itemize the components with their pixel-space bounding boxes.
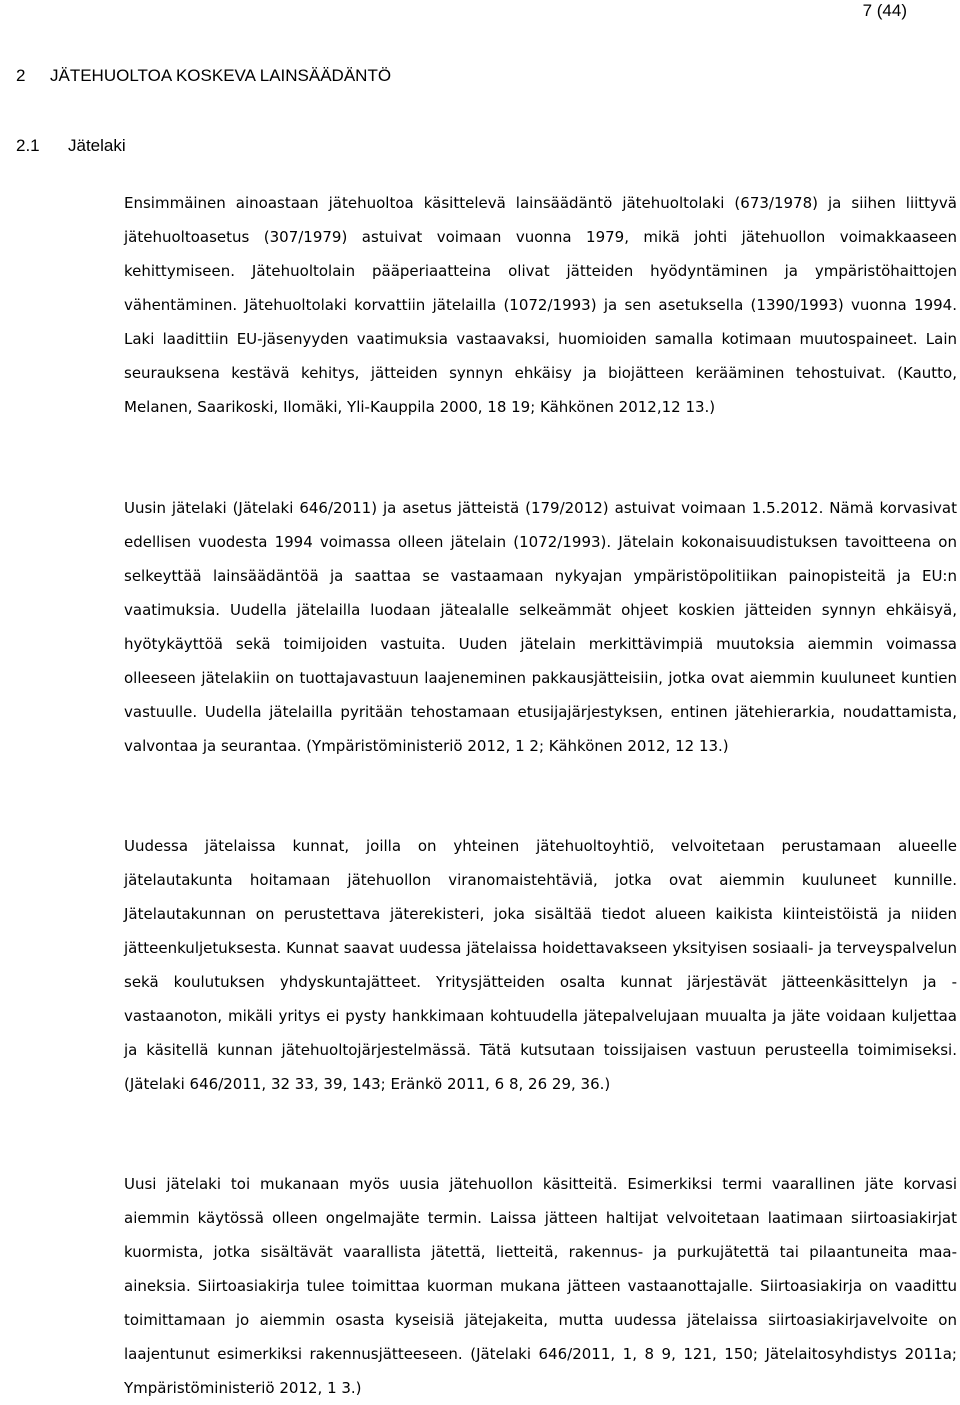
section-number: 2.1 [16, 136, 40, 155]
section-title: Jätelaki [68, 136, 126, 155]
chapter-heading [16, 66, 391, 86]
paragraph-2: Uusin jätelaki (Jätelaki 646/2011) ja asetus jätteistä (179/2012) astuivat voimaan 1.5.2012. Nämä korvasivat edellisen vuodesta 1994 voimassa olleen jätelain (1072/1993). Jätelain kokonaisuudistuksen tavoitteena on selkeyttää lainsäädäntöä ja saattaa se vastaamaan nykyajan ympäristöpolitiikan painopisteitä ja EU:n vaatimuksia. Uudella jätelailla luodaan jätealalle selkeämmät ohjeet koskien jätteiden synnyn ehkäisyä, hyötykäyttöä sekä toimijoiden vastuita. Uuden jätelain merkittävimpiä muutoksia aiemmin voimassa olleeseen jätelakiin on tuottajavastuun laajeneminen pakkausjätteisiin, jotka ovat aiemmin kuuluneet kuntien vastuulle. Uudella jätelailla pyritään tehostamaan etusijajärjestyksen, entinen jätehierarkia, noudattamista, valvontaa ja seurantaa. (Ympäristöministeriö 2012, 1 2; Kähkönen 2012, 12 13.) [124, 499, 957, 755]
paragraph-1: Ensimmäinen ainoastaan jätehuoltoa käsittelevä lainsäädäntö jätehuoltolaki (673/1978) ja siihen liittyvä jätehuoltoasetus (307/1979) astuivat voimaan vuonna 1979, mikä johti jätehuollon voimakkaaseen kehittymiseen. Jätehuoltolain pääperiaatteina olivat jätteiden hyödyntäminen ja ympäristöhaittojen vähentäminen. Jätehuoltolaki korvattiin jätelailla (1072/1993) ja sen asetuksella (1390/1993) vuonna 1994. Laki laadittiin EU-jäsenyyden vaatimuksia vastaavaksi, huomioiden samalla kotimaan muutospaineet. Lain seurauksena kestävä kehitys, jätteiden synnyn ehkäisy ja biojätteen kerääminen tehostuivat. (Kautto, Melanen, Saarikoski, Ilomäki, Yli-Kauppila 2000, 18 19; Kähkönen 2012,12 13.) [124, 194, 957, 416]
chapter-title: JÄTEHUOLTOA KOSKEVA LAINSÄÄDÄNTÖ [50, 66, 392, 85]
page-number: 7 (44) [862, 1, 907, 20]
section-heading [16, 136, 126, 156]
paragraph-3: Uudessa jätelaissa kunnat, joilla on yhteinen jätehuoltoyhtiö, velvoitetaan perustamaan alueelle jätelautakunta hoitamaan jätehuollon viranomaistehtäviä, jotka ovat aiemmin kuuluneet kunnille. Jätelautakunnan on perustettava jäterekisteri, joka sisältää tiedot alueen kaikista kiinteistöistä ja niiden jätteenkuljetuksesta. Kunnat saavat uudessa jätelaissa hoidettavakseen yksityisen sosiaali- ja terveyspalvelun sekä koulutuksen yhdyskuntajätteet. Yritysjätteiden osalta kunnat järjestävät jätteenkäsittelyn ja -vastaanoton, mikäli yritys ei pysty hankkimaan kohtuudella jätepalvelujaan muualta ja jäte voidaan kuljettaa ja käsitellä kunnan jätehuoltojärjestelmässä. Tätä kutsutaan toissijaisen vastuun perusteella toimimiseksi. (Jätelaki 646/2011, 32 33, 39, 143; Eränkö 2011, 6 8, 26 29, 36.) [124, 837, 957, 1093]
chapter-number: 2 [16, 66, 26, 85]
paragraph-4: Uusi jätelaki toi mukanaan myös uusia jätehuollon käsitteitä. Esimerkiksi termi vaarallinen jäte korvasi aiemmin käytössä olleen ongelmajäte termin. Laissa jätteen haltijat velvoitetaan laatimaan siirtoasiakirjat kuormista, jotka sisältävät vaarallista jätettä, lietteitä, rakennus- ja purkujätettä tai pilaantuneita maa-aineksia. Siirtoasiakirja tulee toimittaa kuorman mukana jätteen vastaanottajalle. Siirtoasiakirja on vaadittu toimittamaan jo aiemmin osasta kyseisiä jätejakeita, mutta uudessa jätelaissa siirtoasiakirjavelvoite on laajentunut esimerkiksi rakennusjätteeseen. (Jätelaki 646/2011, 1, 8 9, 121, 150; Jätelaitosyhdistys 2011a; Ympäristöministeriö 2012, 1 3.) [124, 1175, 957, 1397]
